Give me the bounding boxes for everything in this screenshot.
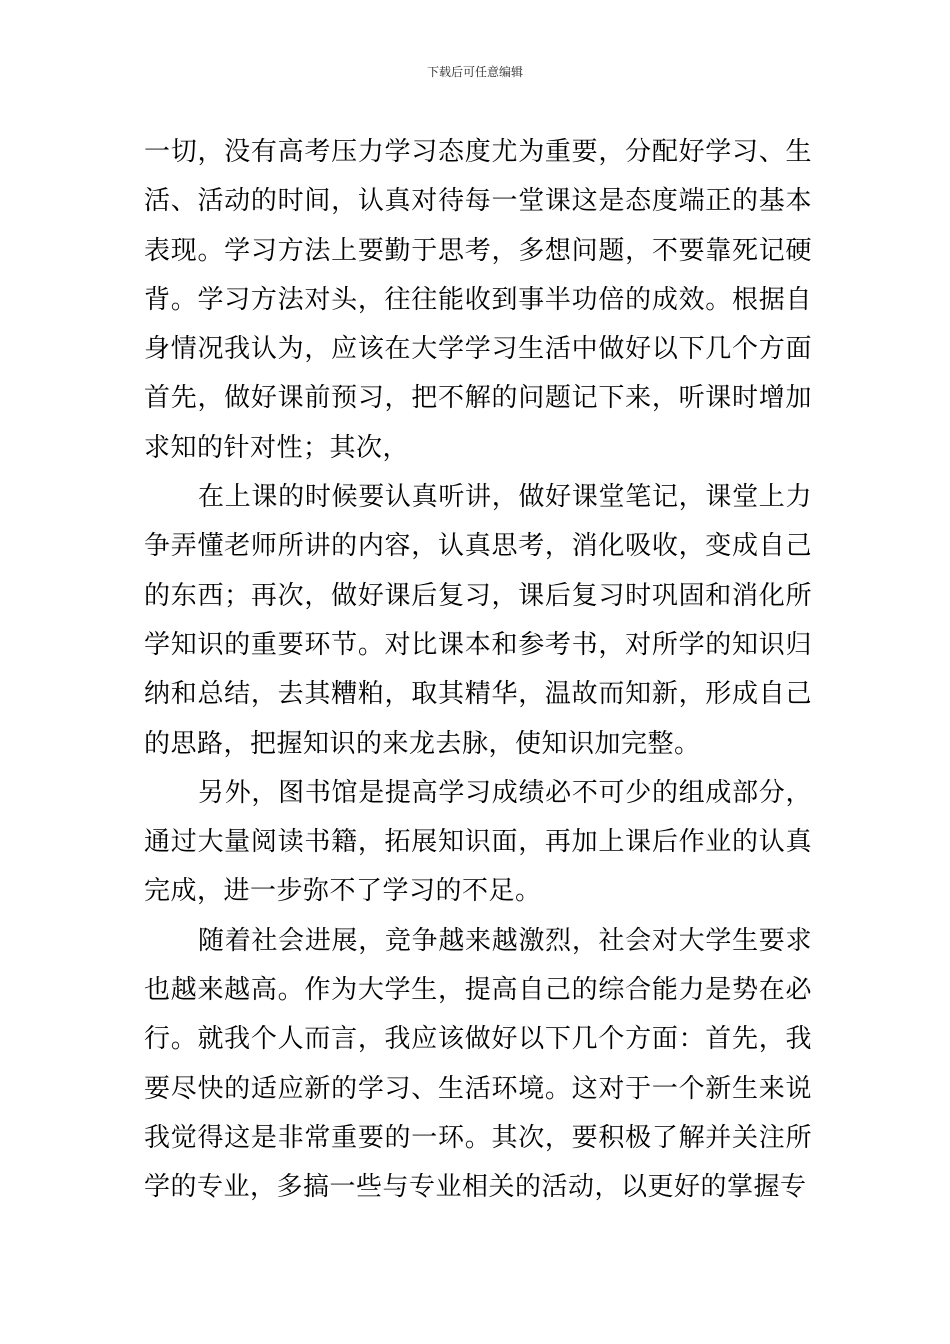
paragraph-2: 在上课的时候要认真听讲，做好课堂笔记，课堂上力争弄懂老师所讲的内容，认真思考，消化吸收，变成自己的东西；再次，做好课后复习，课后复习时巩固和消化所学知识的重要环节。对比课本和参考书，对所学的知识归纳和总结，去其糟粕，取其精华，温故而知新，形成自己的思路，把握知识的来龙去脉，使知识加完整。 <box>144 482 812 759</box>
paragraph-3: 另外，图书馆是提高学习成绩必不可少的组成部分，通过大量阅读书籍，拓展知识面，再加上课后作业的认真完成，进一步弥不了学习的不足。 <box>144 777 812 907</box>
paragraph-4: 随着社会进展，竞争越来越激烈，社会对大学生要求也越来越高。作为大学生，提高自己的综合能力是势在必行。就我个人而言，我应该做好以下几个方面：首先，我要尽快的适应新的学习、生活环境。这对于一个新生来说我觉得这是非常重要的一环。其次，要积极了解并关注所学的专业，多搞一些与专业相关的活动，以更好的掌握专 <box>144 925 812 1203</box>
page-header: 下载后可任意编辑 <box>426 65 523 79</box>
paragraph-1: 一切，没有高考压力学习态度尤为重要，分配好学习、生活、活动的时间，认真对待每一堂课这是态度端正的基本表现。学习方法上要勤于思考，多想问题，不要靠死记硬背。学习方法对头，往往能收到事半功倍的成效。根据自身情况我认为，应该在大学学习生活中做好以下几个方面首先，做好课前预习，把不解的问题记下来，听课时增加求知的针对性；其次， <box>144 137 812 463</box>
document-body <box>144 128 812 1213</box>
